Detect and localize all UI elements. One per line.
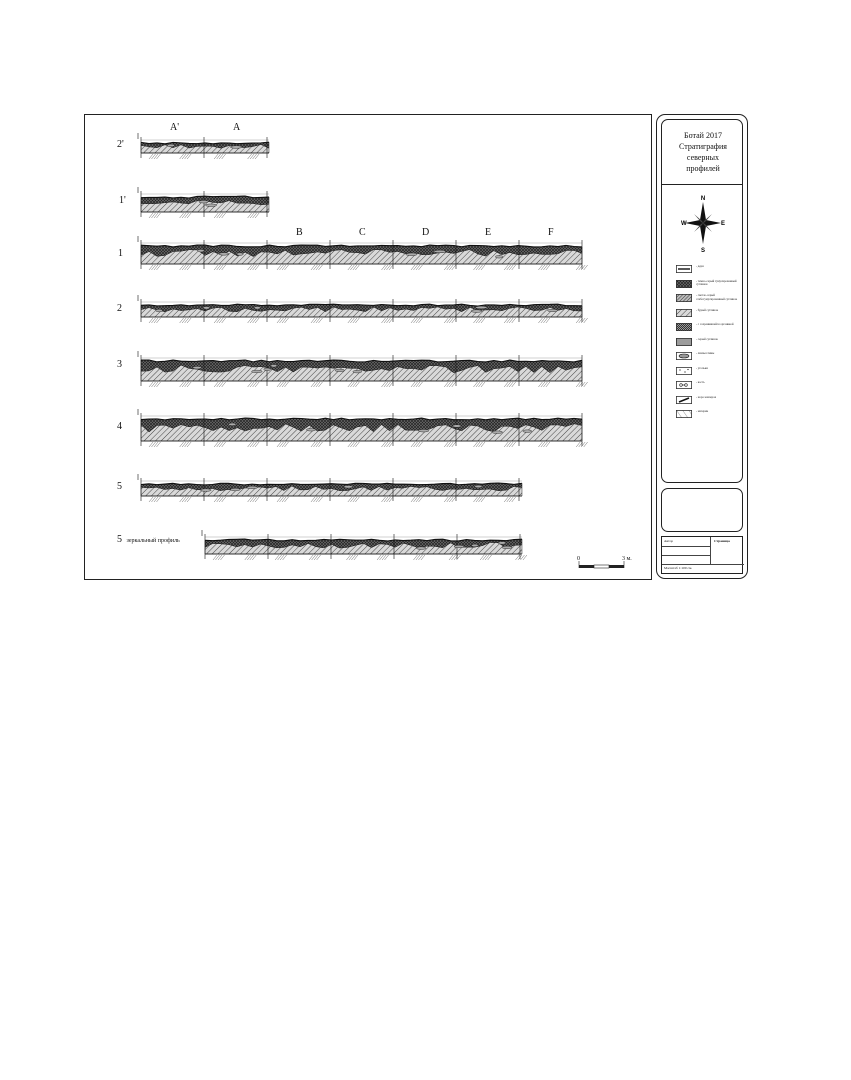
bedrock-mark xyxy=(381,497,393,502)
legend-charcoal-swatch xyxy=(676,367,692,375)
clay-lens xyxy=(254,306,260,309)
clay-lens xyxy=(472,544,479,547)
clay-lens xyxy=(306,428,315,431)
legend-brown-text: - бурый суглинок xyxy=(696,307,719,312)
clay-lens xyxy=(495,255,503,258)
bedrock-mark xyxy=(444,442,456,447)
clay-lens xyxy=(548,309,558,312)
bedrock-mark xyxy=(248,382,260,387)
bedrock-mark xyxy=(348,382,360,387)
bedrock-mark xyxy=(214,442,226,447)
drawing-frame xyxy=(84,114,652,580)
bedrock-mark xyxy=(348,265,360,270)
bedrock-mark xyxy=(149,497,161,502)
bedrock-mark xyxy=(180,213,192,218)
title-line-4: профилей xyxy=(686,164,720,173)
clay-lens xyxy=(523,430,532,433)
sheet-title xyxy=(662,130,744,174)
legend-bone-swatch xyxy=(676,381,692,389)
bedrock-mark xyxy=(538,265,550,270)
legend-organic xyxy=(676,323,742,335)
bedrock-mark xyxy=(149,213,161,218)
bedrock-mark xyxy=(180,318,192,323)
bedrock-mark xyxy=(444,497,456,502)
title-line-2: Стратиграфия xyxy=(679,142,727,151)
stamp-scale-label: Масштаб 1:100 см. xyxy=(664,566,693,570)
bedrock-mark xyxy=(309,555,321,560)
bedrock-mark xyxy=(348,442,360,447)
clay-lens xyxy=(156,309,163,312)
clay-lens xyxy=(492,431,503,434)
bedrock-mark xyxy=(277,442,289,447)
clay-lens xyxy=(271,364,277,367)
bedrock-mark xyxy=(346,555,358,560)
clay-lens xyxy=(203,307,209,310)
stamp-divider xyxy=(710,537,711,565)
legend-bedrock xyxy=(676,410,742,422)
bedrock-mark xyxy=(180,497,192,502)
bedrock-mark xyxy=(311,318,323,323)
bedrock-mark xyxy=(411,265,423,270)
stamp-sheet-label: Страница xyxy=(714,539,730,543)
bedrock-mark xyxy=(381,318,393,323)
legend-light-humus-swatch xyxy=(676,294,692,302)
clay-lens xyxy=(167,144,174,147)
clay-lens xyxy=(353,370,362,373)
scale-bar xyxy=(579,561,624,568)
bedrock-mark xyxy=(473,442,485,447)
clay-lens xyxy=(502,546,512,549)
clay-lens xyxy=(416,547,426,550)
stamp-author-label: Автор xyxy=(664,539,674,543)
bedrock-mark xyxy=(277,497,289,502)
title-line-1: Ботай 2017 xyxy=(684,131,722,140)
clay-lens xyxy=(434,250,446,253)
bedrock-mark xyxy=(149,382,161,387)
column-label-a: A xyxy=(233,122,241,133)
legend-organic-swatch xyxy=(676,323,692,331)
row-label-5: 5 xyxy=(117,481,122,492)
bedrock-mark xyxy=(413,555,425,560)
title-panel xyxy=(661,119,743,483)
scale-start-label: 0 xyxy=(577,556,580,562)
bedrock-mark xyxy=(149,318,161,323)
profiles-drawing xyxy=(85,115,653,581)
compass-south-label: S xyxy=(700,248,706,254)
bedrock-mark xyxy=(381,382,393,387)
legend-clay-lens xyxy=(676,352,742,364)
row-label-4: 4 xyxy=(117,421,122,432)
clay-lens xyxy=(344,485,353,488)
clay-lens xyxy=(498,542,506,545)
clay-lens xyxy=(247,486,258,489)
legend-bone xyxy=(676,381,742,393)
bedrock-mark xyxy=(538,318,550,323)
bedrock-mark xyxy=(214,213,226,218)
profile-1 xyxy=(138,236,588,270)
clay-lens xyxy=(193,366,202,369)
bedrock-mark xyxy=(311,442,323,447)
bedrock-mark xyxy=(538,382,550,387)
legend-charcoal-text: - угольки xyxy=(696,365,708,370)
notes-panel xyxy=(661,488,743,532)
stamp-rule xyxy=(662,555,710,556)
clay-lens xyxy=(229,423,236,426)
bedrock-mark xyxy=(277,382,289,387)
bedrock-mark xyxy=(538,442,550,447)
bedrock-mark xyxy=(180,382,192,387)
profile-2 xyxy=(138,295,588,323)
bedrock-mark xyxy=(248,318,260,323)
clay-lens xyxy=(418,429,429,432)
bedrock-mark xyxy=(149,442,161,447)
bedrock-mark xyxy=(214,154,226,159)
bedrock-mark xyxy=(449,555,461,560)
bedrock-mark xyxy=(248,154,260,159)
bedrock-mark xyxy=(480,555,492,560)
legend-bedrock-text: - материк xyxy=(696,409,709,413)
column-label-f: F xyxy=(548,227,554,238)
bedrock-mark xyxy=(277,265,289,270)
legend-brown xyxy=(676,309,742,321)
clay-lens xyxy=(237,253,243,256)
bedrock-mark xyxy=(180,442,192,447)
compass-west-label: W xyxy=(681,221,687,227)
legend-grey-loam-swatch xyxy=(676,338,692,346)
bedrock-mark xyxy=(311,382,323,387)
profile-5 xyxy=(138,474,522,502)
bedrock-mark xyxy=(248,213,260,218)
legend-light-humus-text: - светло-серый слабогумусированный суглинок xyxy=(696,293,738,301)
legend-clay-lens-text: - линзы глины xyxy=(696,351,715,355)
legend-turf-text: - дерн xyxy=(696,264,704,268)
row-label-5-mirror-number: 5 xyxy=(117,534,122,545)
bedrock-mark xyxy=(411,497,423,502)
column-label-c: C xyxy=(359,227,366,238)
clay-lens xyxy=(454,545,464,548)
bedrock-mark xyxy=(275,555,287,560)
clay-lens xyxy=(264,368,271,371)
row-label-2: 2 xyxy=(117,303,122,314)
legend-turf xyxy=(676,265,742,277)
clay-lens xyxy=(200,489,211,492)
bedrock-mark xyxy=(411,382,423,387)
bedrock-mark xyxy=(180,265,192,270)
bedrock-mark xyxy=(515,555,527,560)
bedrock-mark xyxy=(381,265,393,270)
stamp-rule xyxy=(662,564,744,565)
clay-lens xyxy=(231,488,241,491)
bedrock-mark xyxy=(248,265,260,270)
row-label-1-prime: 1' xyxy=(119,195,126,206)
bedrock-mark xyxy=(504,318,516,323)
clay-lens xyxy=(230,146,242,149)
row-label-5-mirror-caption: зеркальный профиль xyxy=(126,538,180,544)
bedrock-mark xyxy=(444,318,456,323)
bedrock-mark xyxy=(248,497,260,502)
bedrock-mark xyxy=(149,154,161,159)
bedrock-mark xyxy=(411,318,423,323)
clay-lens xyxy=(198,249,205,252)
bedrock-mark xyxy=(248,442,260,447)
bedrock-mark xyxy=(504,382,516,387)
profile-1-prime xyxy=(138,187,269,218)
legend-burrow-swatch xyxy=(676,396,692,404)
bedrock-mark xyxy=(311,265,323,270)
title-stamp xyxy=(661,536,743,574)
clay-lens xyxy=(475,306,487,309)
bedrock-mark xyxy=(377,555,389,560)
clay-lens xyxy=(205,204,216,207)
bedrock-mark xyxy=(311,497,323,502)
bedrock-mark xyxy=(473,318,485,323)
legend-dark-humus-text: - темно-серый гумусированный суглинок xyxy=(696,278,737,286)
bedrock-mark xyxy=(444,265,456,270)
profile-3 xyxy=(138,351,588,387)
title-block xyxy=(656,114,748,579)
bedrock-mark xyxy=(214,318,226,323)
legend-grey-loam-text: - серый суглинок xyxy=(696,336,718,341)
compass-east-label: E xyxy=(720,221,725,227)
row-label-1: 1 xyxy=(118,248,123,259)
profile-4 xyxy=(138,409,588,447)
bedrock-mark xyxy=(348,497,360,502)
legend-turf-swatch xyxy=(676,265,692,273)
profile-2-prime xyxy=(138,133,269,159)
bedrock-mark xyxy=(473,382,485,387)
legend-burrow-text: - нора землероя xyxy=(696,394,717,399)
compass-north-label: N xyxy=(700,196,706,202)
legend-charcoal xyxy=(676,367,742,379)
bedrock-mark xyxy=(444,382,456,387)
bedrock-mark xyxy=(411,442,423,447)
legend-bone-text: - кость xyxy=(696,380,705,384)
bedrock-mark xyxy=(381,442,393,447)
bedrock-mark xyxy=(504,497,516,502)
column-label-b: B xyxy=(296,227,303,238)
bedrock-mark xyxy=(473,265,485,270)
clay-lens xyxy=(335,369,344,372)
bedrock-mark xyxy=(149,265,161,270)
clay-lens xyxy=(406,253,417,256)
row-label-2-prime: 2' xyxy=(117,139,124,150)
clay-lens xyxy=(219,253,229,256)
bedrock-mark xyxy=(213,555,225,560)
profile-5-mirror xyxy=(202,530,527,560)
row-label-3: 3 xyxy=(117,359,122,370)
legend-grey-loam xyxy=(676,338,742,350)
bedrock-mark xyxy=(473,497,485,502)
bedrock-mark xyxy=(504,265,516,270)
legend-light-humus xyxy=(676,294,742,306)
bedrock-mark xyxy=(504,442,516,447)
bedrock-mark xyxy=(277,318,289,323)
bedrock-mark xyxy=(348,318,360,323)
legend-dark-humus xyxy=(676,280,742,292)
scale-end-label: 3 м. xyxy=(622,556,632,562)
row-label-5-mirror xyxy=(117,535,180,546)
legend-burrow xyxy=(676,396,742,408)
bedrock-mark xyxy=(180,154,192,159)
bedrock-mark xyxy=(214,265,226,270)
clay-lens xyxy=(252,370,263,373)
legend-clay-lens-swatch xyxy=(676,352,692,360)
legend-brown-swatch xyxy=(676,309,692,317)
bedrock-mark xyxy=(214,497,226,502)
bedrock-mark xyxy=(245,555,257,560)
title-line-3: северных xyxy=(686,153,720,162)
column-label-a-prime: A' xyxy=(170,122,180,133)
column-label-e: E xyxy=(485,227,492,238)
compass-rose-icon xyxy=(680,192,726,254)
clay-lens xyxy=(471,310,482,313)
column-label-d: D xyxy=(422,227,430,238)
legend-organic-text: - с сохранившейся органикой xyxy=(696,322,734,326)
title-divider xyxy=(662,184,742,185)
bedrock-mark xyxy=(214,382,226,387)
clay-lens xyxy=(475,485,482,488)
stamp-rule xyxy=(662,546,710,547)
clay-lens xyxy=(452,425,461,428)
legend-dark-humus-swatch xyxy=(676,280,692,288)
clay-lens xyxy=(199,200,208,203)
legend-bedrock-swatch xyxy=(676,410,692,418)
